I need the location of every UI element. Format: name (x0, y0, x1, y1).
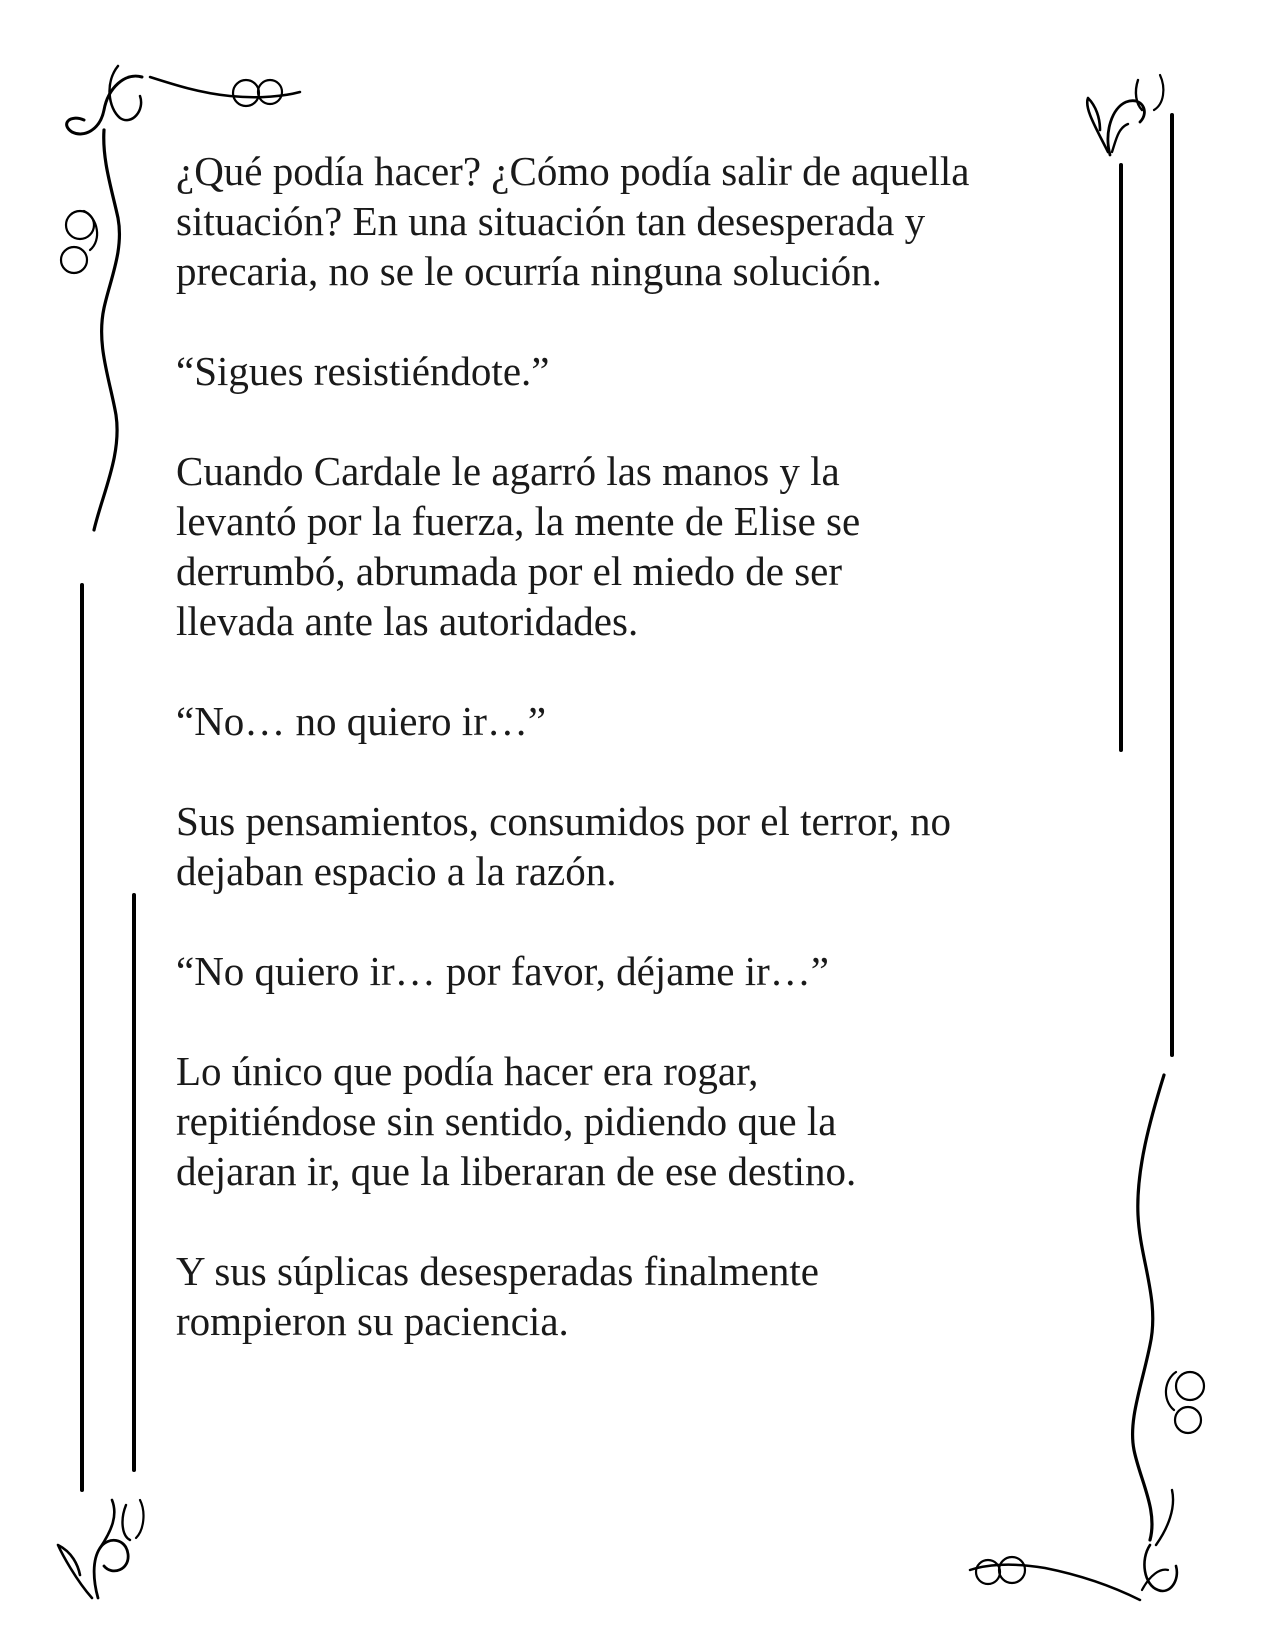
text-line: Lo único que podía hacer era rogar, (176, 1048, 759, 1094)
text-line: “Sigues resistiéndote.” (176, 348, 550, 394)
text-line: levantó por la fuerza, la mente de Elise se (176, 498, 861, 544)
paragraph (176, 696, 1116, 746)
paragraph (176, 946, 1116, 996)
text-line: “No… no quiero ir…” (176, 698, 547, 744)
paragraph (176, 796, 1116, 896)
text-line: Y sus súplicas desesperadas finalmente (176, 1248, 819, 1294)
text-line: dejaran ir, que la liberaran de ese destino. (176, 1148, 857, 1194)
text-line: ¿Qué podía hacer? ¿Cómo podía salir de aquella (176, 148, 970, 194)
text-line: llevada ante las autoridades. (176, 598, 639, 644)
paragraph (176, 1046, 1116, 1196)
text-line: Cuando Cardale le agarró las manos y la (176, 448, 840, 494)
text-line: “No quiero ir… por favor, déjame ir…” (176, 948, 829, 994)
text-line: rompieron su paciencia. (176, 1298, 569, 1344)
story-text (176, 146, 1116, 1396)
text-line: Sus pensamientos, consumidos por el terror, no (176, 798, 951, 844)
bottom-left-flourish-icon (58, 1500, 143, 1598)
paragraph (176, 1246, 1116, 1346)
text-line: precaria, no se le ocurría ninguna solución. (176, 248, 882, 294)
text-line: situación? En una situación tan desesperada y (176, 198, 926, 244)
text-line: repitiéndose sin sentido, pidiendo que la (176, 1098, 837, 1144)
paragraph (176, 146, 1116, 296)
top-right-flourish-icon (1087, 75, 1163, 155)
paragraph (176, 446, 1116, 646)
text-line: derrumbó, abrumada por el miedo de ser (176, 548, 843, 594)
paragraph (176, 346, 1116, 396)
text-line: dejaban espacio a la razón. (176, 848, 617, 894)
